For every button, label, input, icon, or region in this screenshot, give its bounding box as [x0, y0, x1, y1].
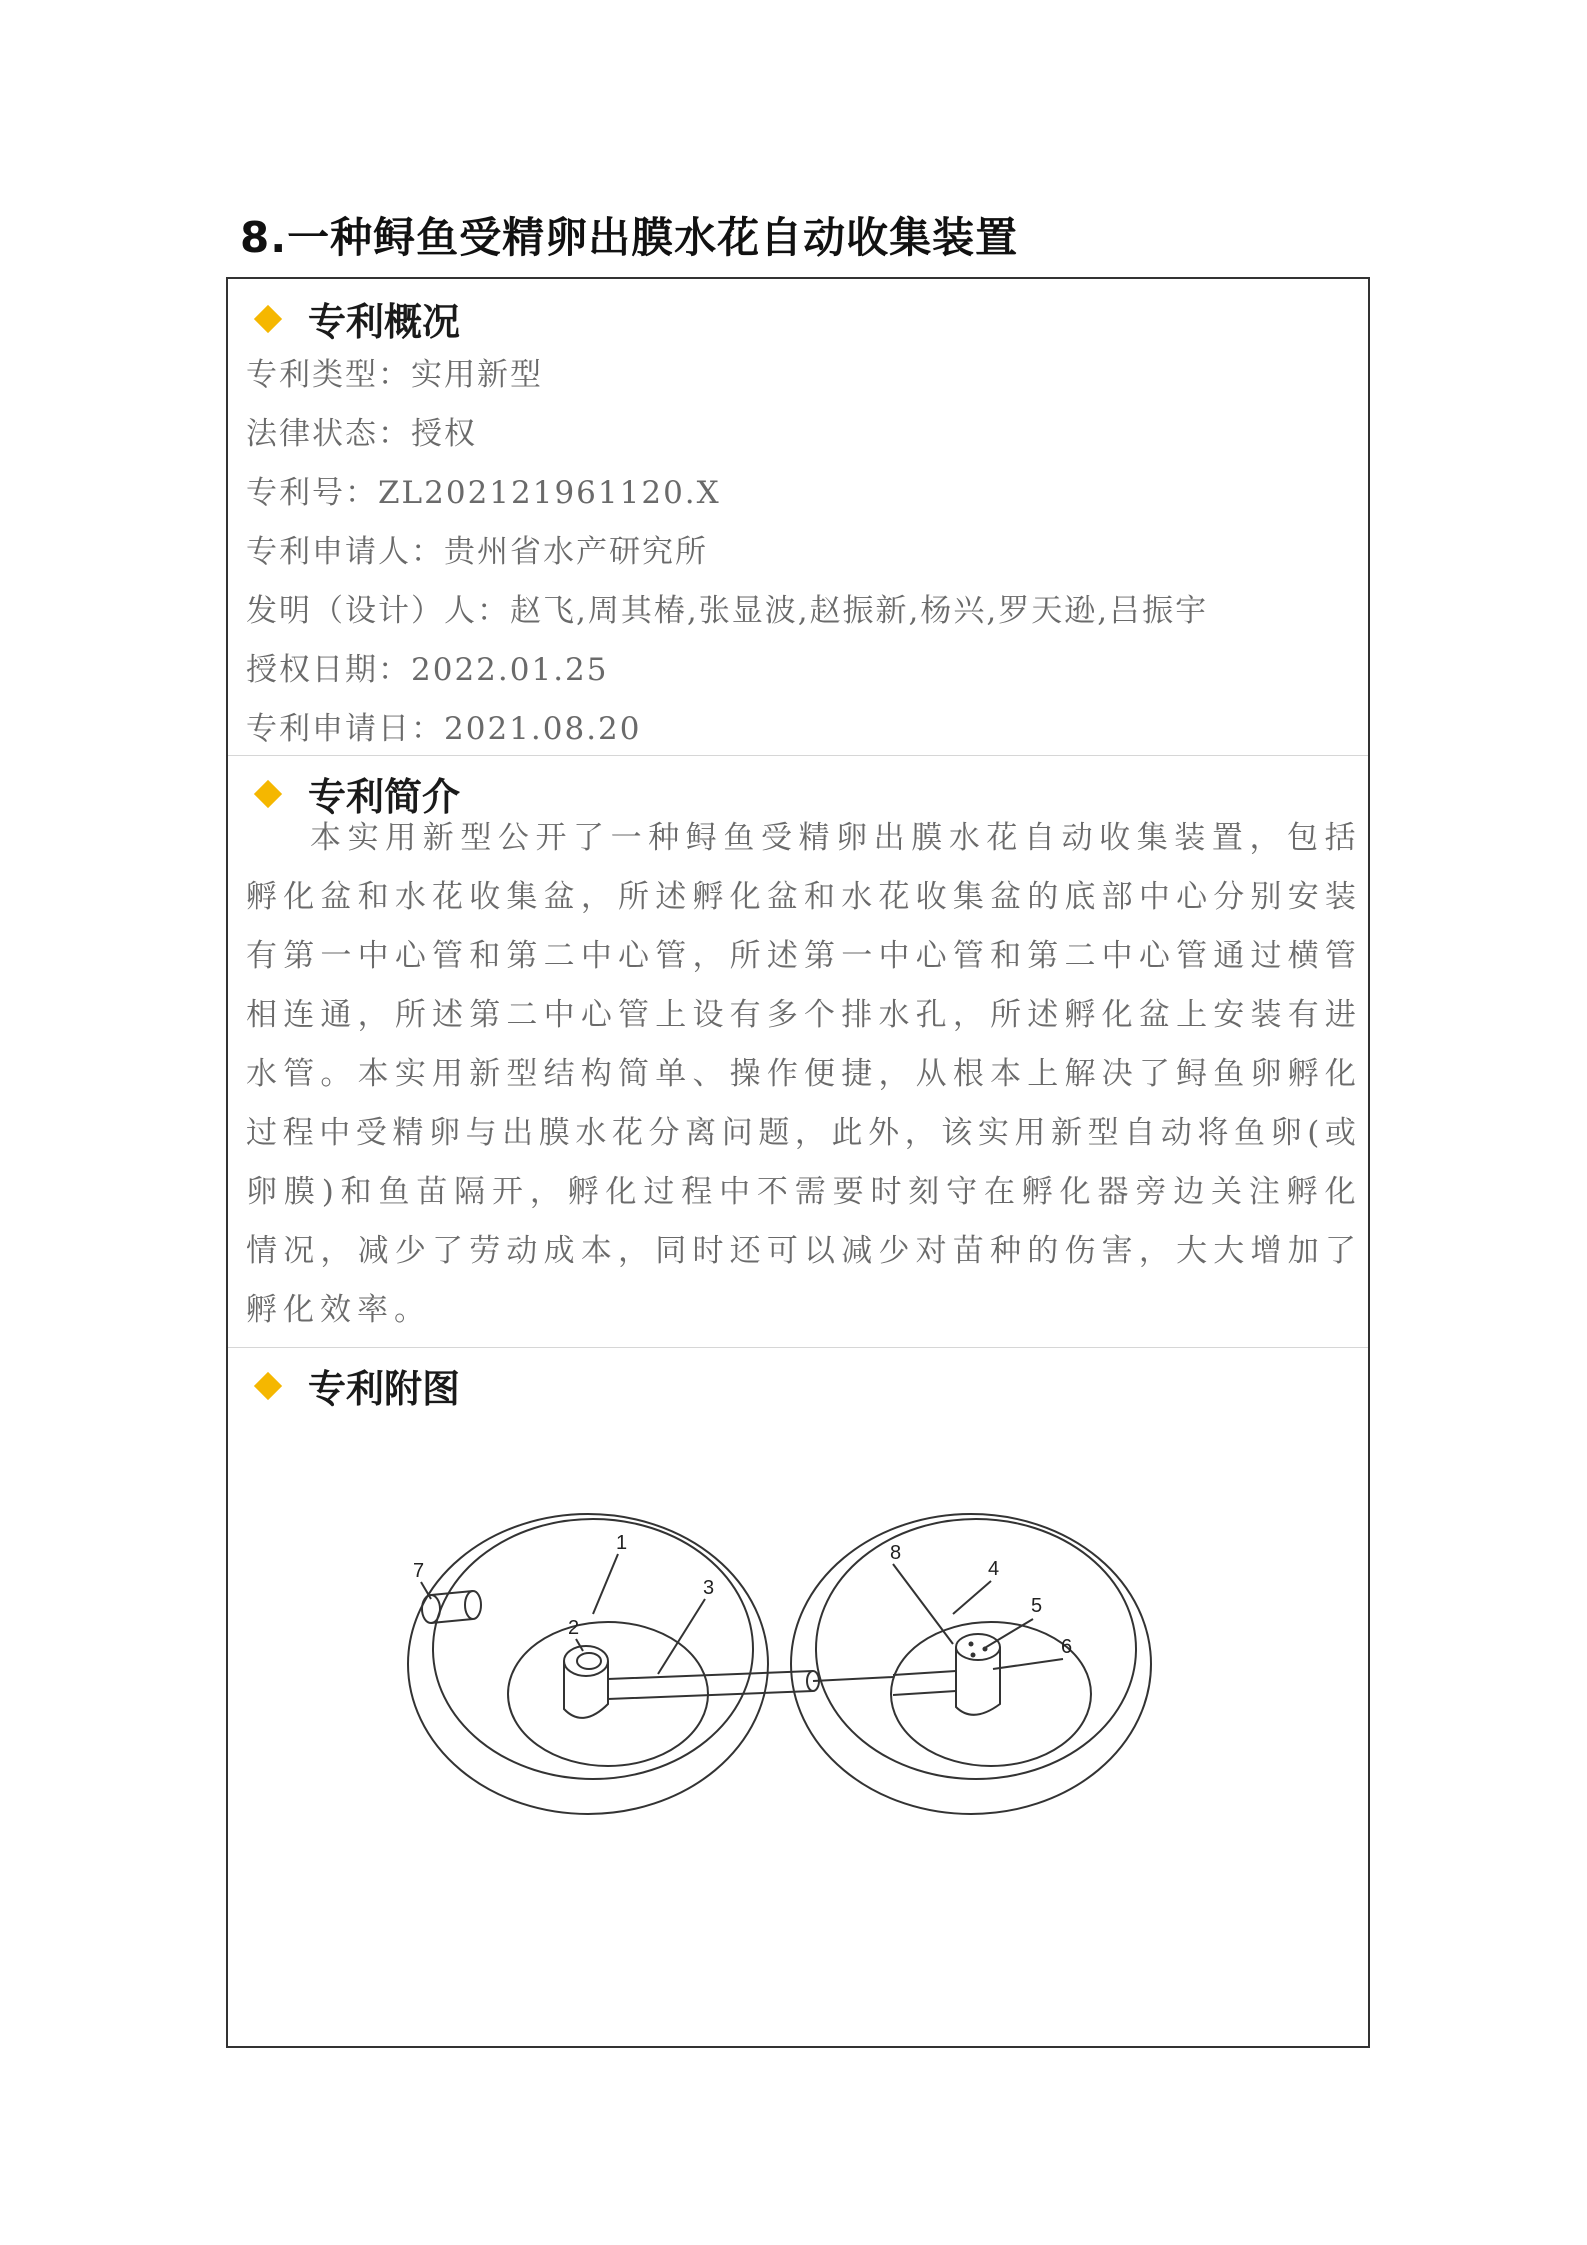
overview-heading-text: 专利概况 — [308, 300, 461, 344]
figure-label-6: 6 — [1061, 1636, 1073, 1658]
connecting-pipe-right — [813, 1677, 893, 1681]
patent-type: 专利类型：实用新型 — [246, 357, 543, 393]
patent-info-table — [226, 277, 1370, 2048]
leader-line-6 — [993, 1659, 1063, 1669]
figure-label-7: 7 — [413, 1560, 425, 1582]
figure-label-2: 2 — [568, 1617, 580, 1639]
inventors: 发明（设计）人：赵飞,周其椿,张显波,赵振新,杨兴,罗天逊,吕振宇 — [246, 593, 1209, 629]
drain-hole — [969, 1642, 974, 1647]
section-divider — [228, 755, 1368, 756]
figure-label-8: 8 — [890, 1542, 902, 1564]
diamond-bullet-icon — [254, 779, 282, 807]
abstract-line: 水 管 。 本 实 用 新 型 结 构 简 单 、 操 作 便 捷 ， 从 根 本 上 解 决 了 鲟 鱼 卵 孵 化 — [246, 1056, 1356, 1092]
figure-label-5: 5 — [1031, 1595, 1043, 1617]
overview-heading — [248, 291, 460, 346]
leader-line-2 — [576, 1639, 583, 1651]
abstract-line: 过 程 中 受 精 卵 与 出 膜 水 花 分 离 问 题 ， 此 外 ， 该 实 用 新 型 自 动 将 鱼 卵 ( 或 — [246, 1115, 1356, 1151]
abstract-line: 孵 化 盆 和 水 花 收 集 盆 ， 所 述 孵 化 盆 和 水 花 收 集 盆 的 底 部 中 心 分 别 安 装 — [246, 879, 1356, 915]
leader-line-4 — [953, 1581, 991, 1614]
figure-label-1: 1 — [616, 1532, 628, 1554]
grant-date: 授权日期：2022.01.25 — [246, 652, 609, 688]
abstract-line: 孵化效率。 — [246, 1292, 431, 1328]
document-title: 8.一种鲟鱼受精卵出膜水花自动收集装置 — [240, 213, 1019, 262]
inlet-pipe-end — [422, 1595, 440, 1623]
legal-status: 法律状态：授权 — [246, 416, 477, 452]
figure-label-4: 4 — [988, 1558, 1000, 1580]
collecting-basin-outer-rim — [791, 1514, 1151, 1814]
first-center-pipe-bore — [577, 1653, 601, 1669]
leader-line-1 — [593, 1554, 618, 1614]
abstract-line: 本 实 用 新 型 公 开 了 一 种 鲟 鱼 受 精 卵 出 膜 水 花 自 动 收 集 装 置 ， 包 括 — [310, 820, 1356, 856]
abstract-line: 情 况 ， 减 少 了 劳 动 成 本 ， 同 时 还 可 以 减 少 对 苗 种 的 伤 害 ， 大 大 增 加 了 — [246, 1233, 1356, 1269]
patent-drawing — [393, 1499, 1193, 1889]
figure-label-3: 3 — [703, 1577, 715, 1599]
abstract-line: 有 第 一 中 心 管 和 第 二 中 心 管 ， 所 述 第 一 中 心 管 和 第 二 中 心 管 通 过 横 管 — [246, 938, 1356, 974]
inlet-pipe-join — [465, 1591, 481, 1619]
diamond-bullet-icon — [254, 304, 282, 332]
collecting-basin-inner-rim — [816, 1519, 1136, 1779]
leader-line-8 — [893, 1564, 953, 1644]
drain-hole — [971, 1653, 976, 1658]
abstract-line: 相 连 通 ， 所 述 第 二 中 心 管 上 设 有 多 个 排 水 孔 ， 所 述 孵 化 盆 上 安 装 有 进 — [246, 997, 1356, 1033]
application-date: 专利申请日：2021.08.20 — [246, 711, 642, 747]
diamond-bullet-icon — [254, 1371, 282, 1399]
figure-heading-text: 专利附图 — [308, 1367, 461, 1411]
patent-applicant: 专利申请人：贵州省水产研究所 — [246, 534, 708, 570]
patent-number: 专利号：ZL202121961120.X — [246, 475, 721, 511]
abstract-heading-text: 专利简介 — [308, 775, 461, 819]
drain-hole — [983, 1647, 988, 1652]
section-divider — [228, 1347, 1368, 1348]
hatching-basin-inner-rim — [433, 1519, 753, 1779]
connecting-pipe — [608, 1671, 813, 1699]
abstract-line: 卵 膜 ) 和 鱼 苗 隔 开 ， 孵 化 过 程 中 不 需 要 时 刻 守 在 孵 化 器 旁 边 关 注 孵 化 — [246, 1174, 1356, 1210]
second-center-pipe-top — [956, 1634, 1000, 1660]
hatching-basin-outer-rim — [408, 1514, 768, 1814]
figure-heading — [248, 1358, 460, 1413]
abstract-body — [246, 809, 1356, 1340]
connecting-pipe-inner — [893, 1671, 956, 1695]
